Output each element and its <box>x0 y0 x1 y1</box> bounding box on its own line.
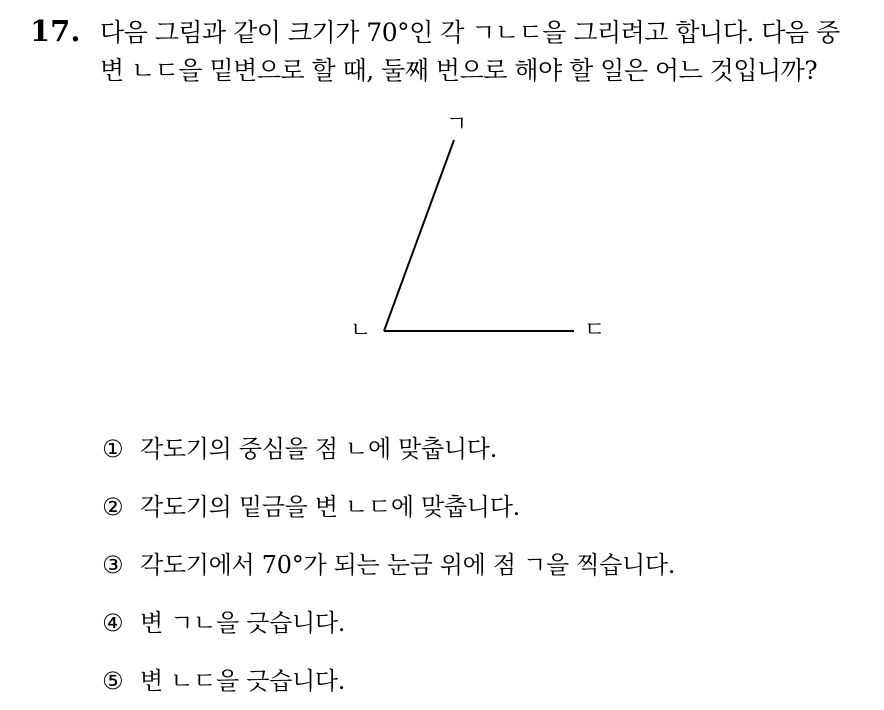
label-top-point: ㄱ <box>446 112 468 137</box>
choice-text: 변 ㄴㄷ을 긋습니다. <box>140 667 346 695</box>
choice-marker: ① <box>102 435 124 463</box>
choice-text: 각도기의 밑금을 변 ㄴㄷ에 맞춥니다. <box>140 493 520 521</box>
choice-list <box>102 420 862 710</box>
choice-text: 각도기에서 70°가 되는 눈금 위에 점 ㄱ을 찍습니다. <box>140 551 676 579</box>
choice-marker: ⑤ <box>102 667 124 695</box>
side-top-vertex <box>384 140 454 331</box>
label-right-point: ㄷ <box>584 318 606 343</box>
question-line-2: 변 ㄴㄷ을 밑변으로 할 때, 둘째 번으로 해야 할 일은 어느 것입니까? <box>100 56 818 85</box>
choice-3[interactable] <box>102 536 862 594</box>
choice-1[interactable] <box>102 420 862 478</box>
choice-marker: ② <box>102 493 124 521</box>
choice-marker: ③ <box>102 551 124 579</box>
choice-text: 변 ㄱㄴ을 긋습니다. <box>140 609 346 637</box>
choice-5[interactable] <box>102 652 862 710</box>
choice-4[interactable] <box>102 594 862 652</box>
choice-2[interactable] <box>102 478 862 536</box>
question-line-1: 다음 그림과 같이 크기가 70°인 각 ㄱㄴㄷ을 그리려고 합니다. 다음 중 <box>100 18 840 47</box>
question-number: 17. <box>30 14 81 48</box>
choice-marker: ④ <box>102 609 124 637</box>
angle-figure <box>340 110 630 360</box>
choice-text: 각도기의 중심을 점 ㄴ에 맞춥니다. <box>140 435 498 463</box>
label-vertex-point: ㄴ <box>350 318 372 343</box>
question-text <box>100 14 870 90</box>
